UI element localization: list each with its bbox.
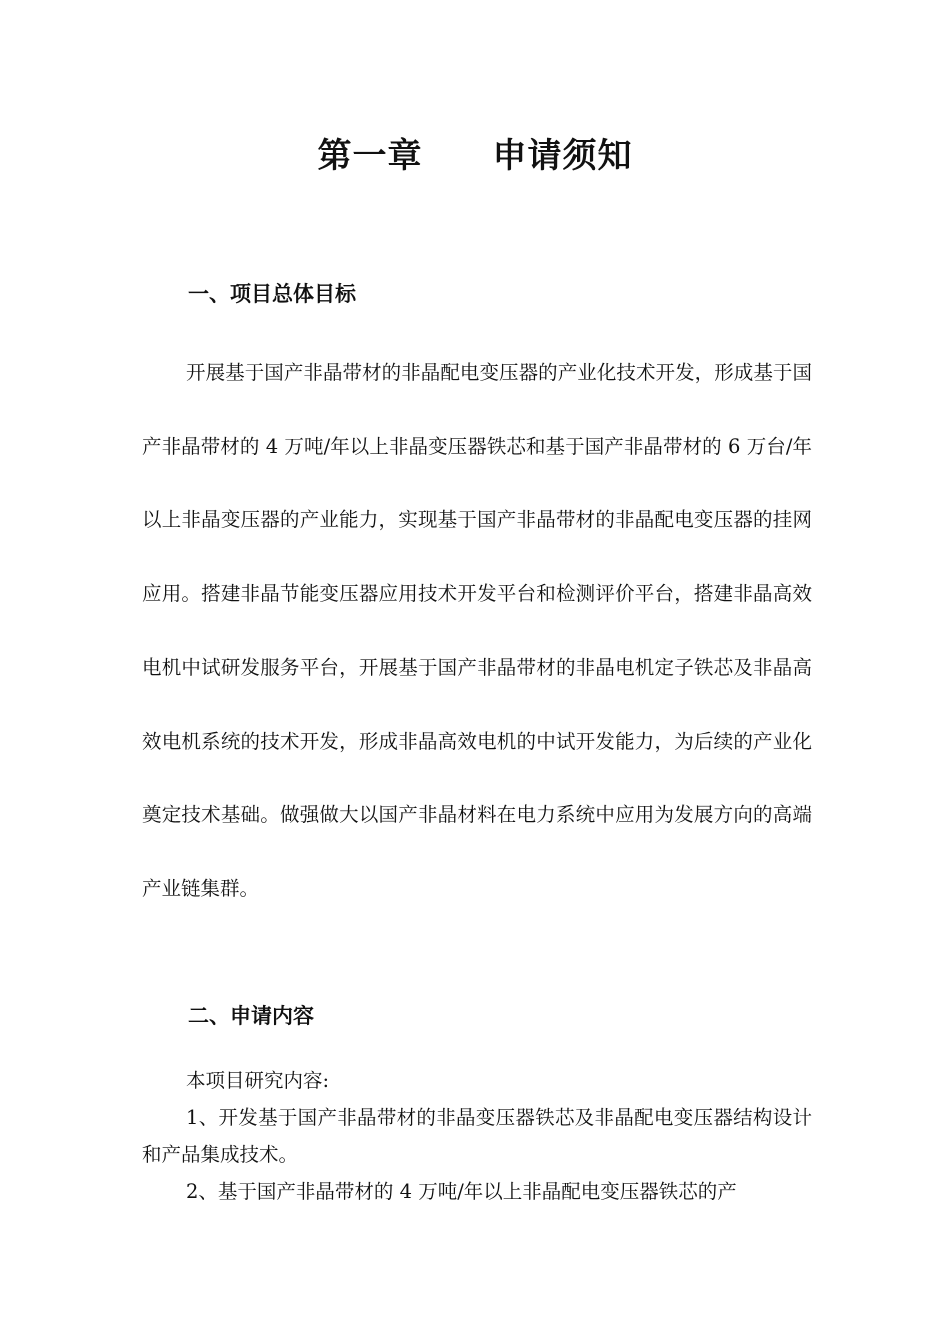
- section-heading-goals: 一、项目总体目标: [188, 282, 356, 306]
- content-body: [142, 1062, 812, 1210]
- chapter-title: 第一章 申请须知: [317, 136, 633, 176]
- content-item-2: 2、基于国产非晶带材的 4 万吨/年以上非晶配电变压器铁芯的产: [186, 1180, 737, 1203]
- section-heading-content: 二、申请内容: [188, 1004, 314, 1028]
- content-item-1: 1、开发基于国产非晶带材的非晶变压器铁芯及非晶配电变压器结构设计和产品集成技术。: [142, 1106, 812, 1166]
- goals-paragraph: 开展基于国产非晶带材的非晶配电变压器的产业化技术开发，形成基于国产非晶带材的 4 万吨/年以上非晶变压器铁芯和基于国产非晶带材的 6 万台/年以上非晶变压器的产业能力，实现基于国产非晶带材的非晶配电变压器的挂网应用。搭建非晶节能变压器应用技术开发平台和检测评价平台，搭建非晶高效电机中试研发服务平台，开展基于国产非晶带材的非晶电机定子铁芯及非晶高效电机系统的技术开发，形成非晶高效电机的中试开发能力，为后续的产业化奠定技术基础。做强做大以国产非晶材料在电力系统中应用为发展方向的高端产业链集群。: [142, 361, 812, 900]
- content-intro: 本项目研究内容:: [186, 1069, 330, 1092]
